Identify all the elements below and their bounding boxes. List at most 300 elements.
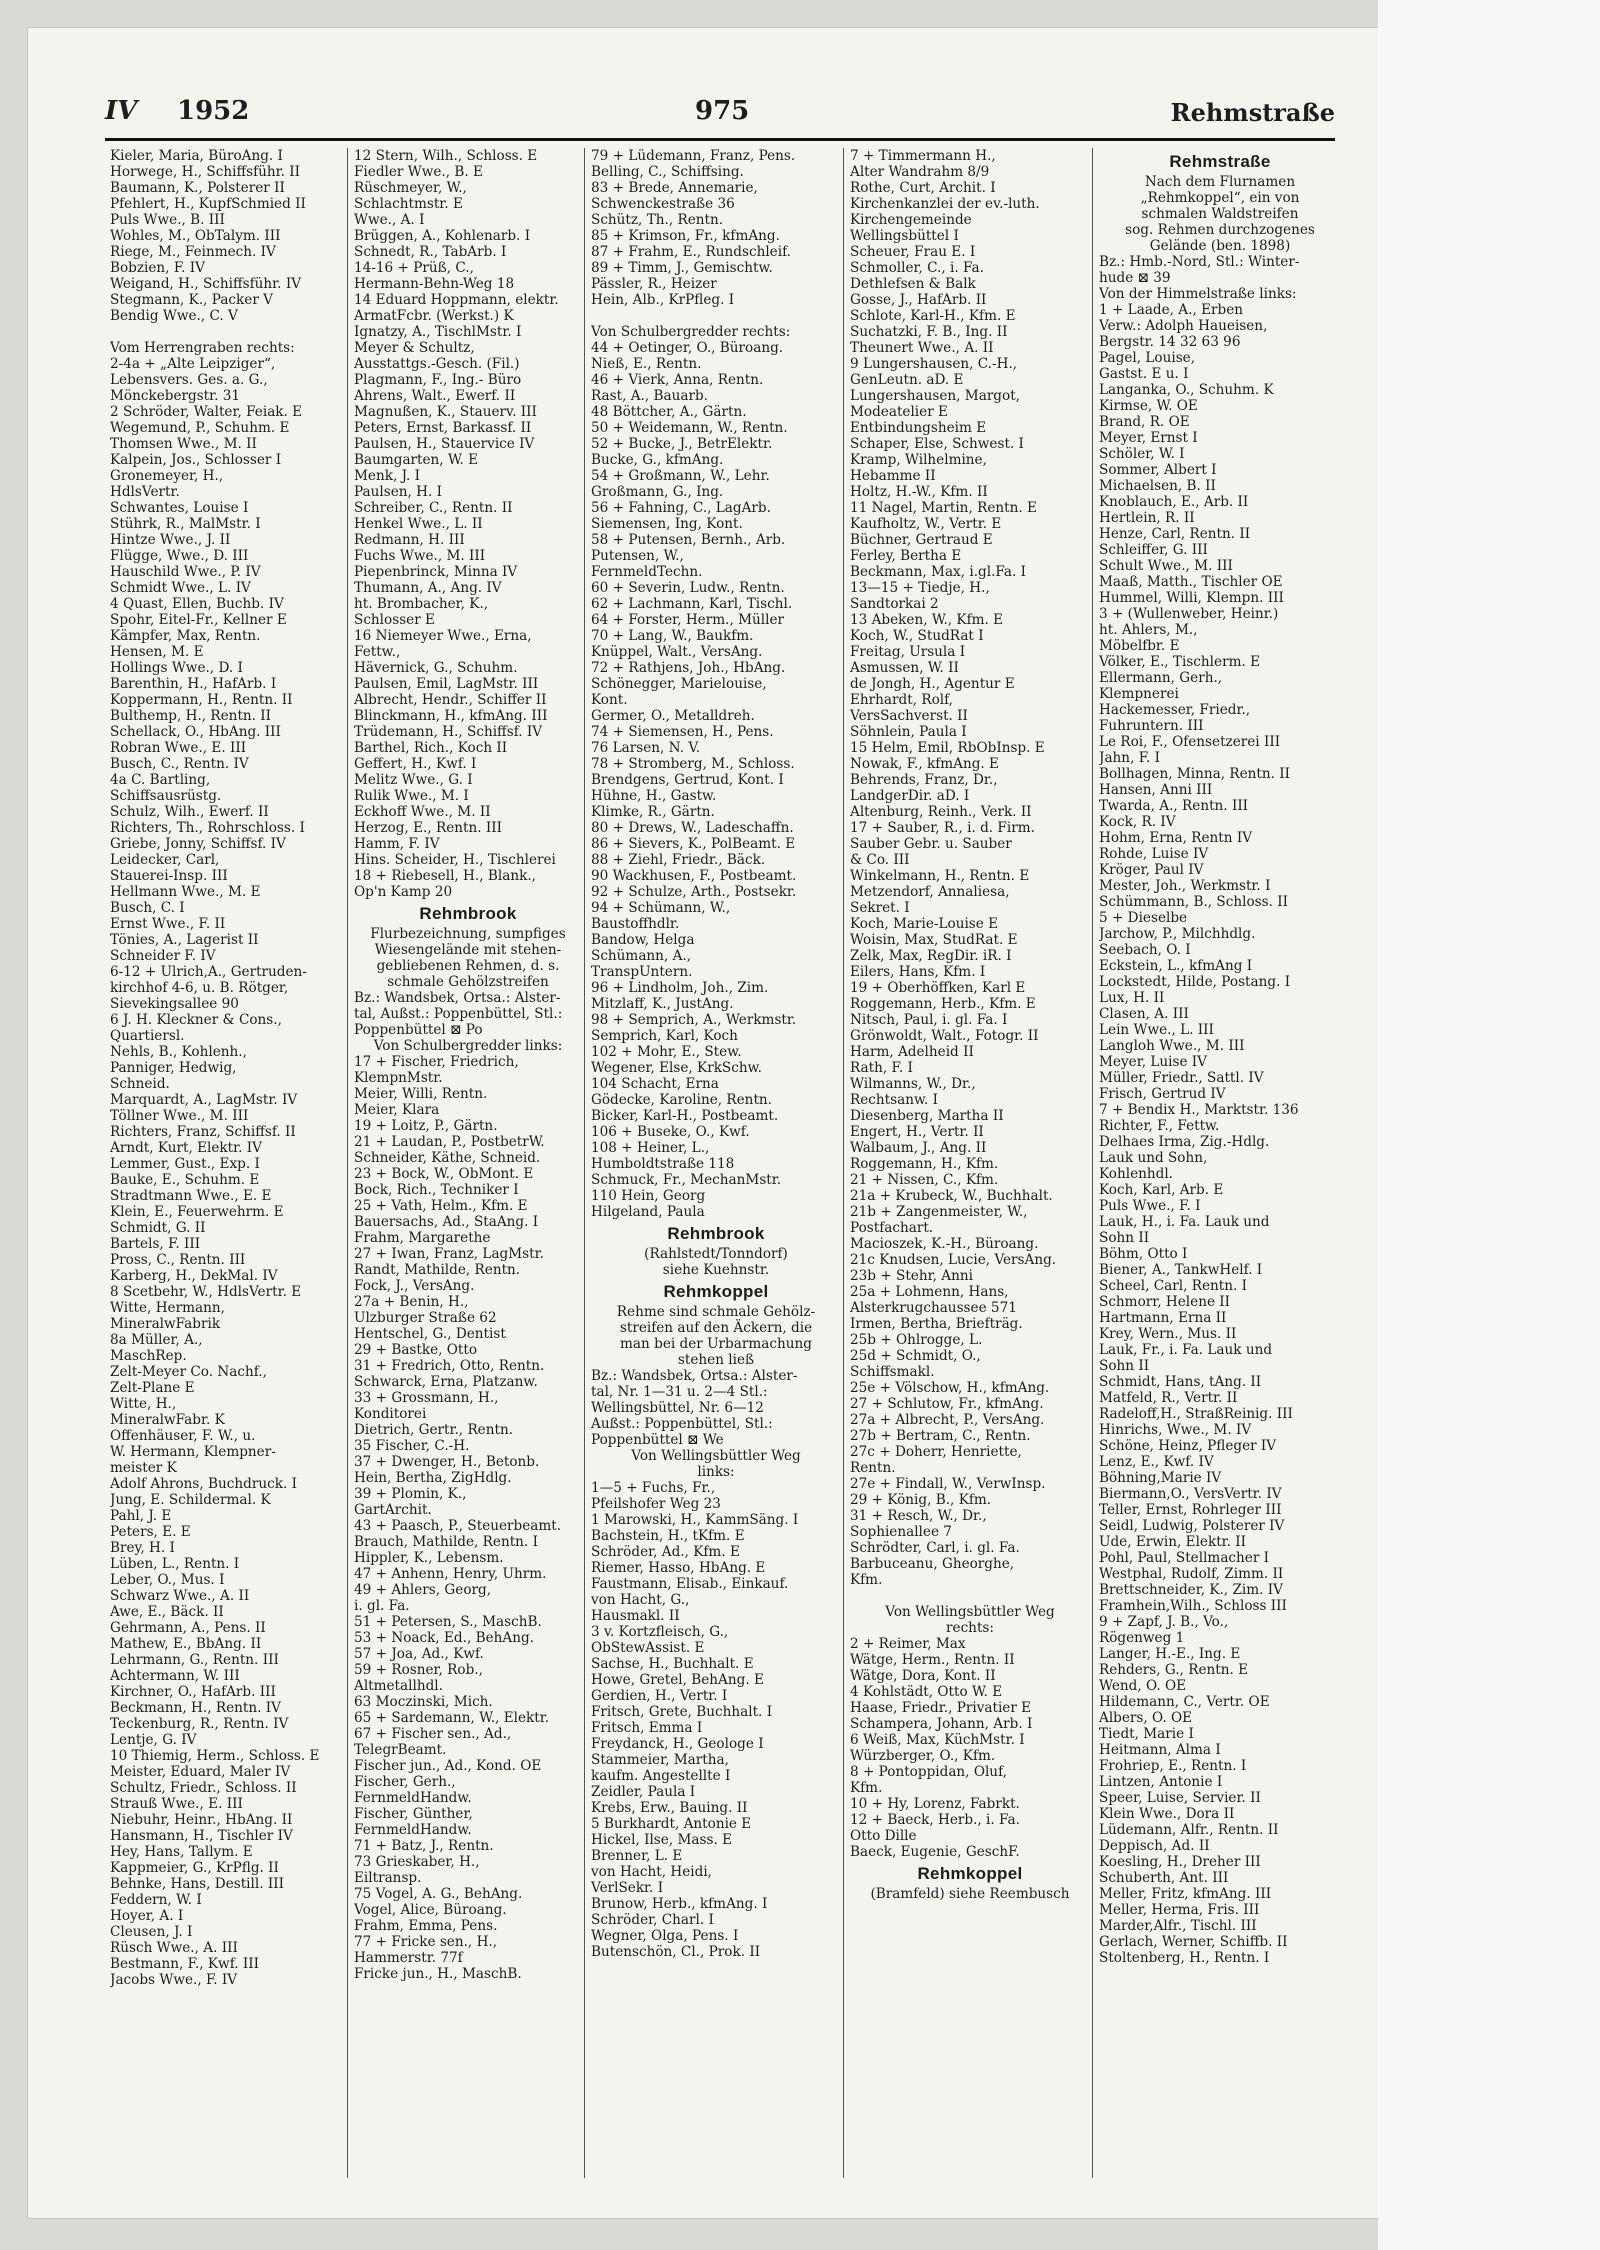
directory-entry: Gronemeyer, H., — [110, 468, 224, 484]
directory-entry: Hollings Wwe., D. I — [110, 660, 243, 676]
directory-entry: MineralwFabr. K — [110, 1412, 225, 1428]
street-note: siehe Kuehnstr. — [662, 1262, 770, 1278]
column-1 — [110, 148, 338, 2178]
directory-entry: Nitsch, Paul, i. gl. Fa. I — [850, 1012, 1008, 1028]
directory-entry: Woisin, Max, StudRat. E — [850, 932, 1018, 948]
directory-entry: Haase, Friedr., Privatier E — [850, 1700, 1032, 1716]
directory-entry: 85 + Krimson, Fr., kfmAng. — [591, 228, 780, 244]
directory-entry: i. gl. Fa. — [354, 1598, 410, 1614]
directory-entry: Pagel, Louise, — [1099, 350, 1196, 366]
directory-entry: ArmatFcbr. (Werkst.) K — [354, 308, 514, 324]
directory-entry: 29 + Bastke, Otto — [354, 1342, 478, 1358]
directory-entry: Ahrens, Walt., Ewerf. II — [354, 388, 516, 404]
directory-entry: Sandtorkai 2 — [850, 596, 939, 612]
directory-entry: 57 + Joa, Ad., Kwf. — [354, 1646, 484, 1662]
directory-entry: Kont. — [591, 692, 628, 708]
directory-entry: Barbuceanu, Gheorghe, — [850, 1556, 1015, 1572]
directory-entry: Westphal, Rudolf, Zimm. II — [1099, 1566, 1284, 1582]
directory-entry: 6 J. H. Kleckner & Cons., — [110, 1012, 282, 1028]
directory-entry: Bz.: Wandsbek, Ortsa.: Alster- — [591, 1368, 798, 1384]
directory-entry: Lüben, L., Rentn. I — [110, 1556, 240, 1572]
directory-entry: Kalpein, Jos., Schlosser I — [110, 452, 282, 468]
directory-entry: Meier, Klara — [354, 1102, 440, 1118]
directory-entry: Brunow, Herb., kfmAng. I — [591, 1896, 768, 1912]
directory-entry: Bz.: Wandsbek, Ortsa.: Alster- — [354, 990, 561, 1006]
directory-entry: Wätge, Herm., Rentn. II — [850, 1652, 1015, 1668]
directory-entry: Klein, E., Feuerwehrm. E — [110, 1204, 284, 1220]
directory-entry: Kirchner, O., HafArb. III — [110, 1684, 276, 1700]
directory-entry: 73 Grieskaber, H., — [354, 1854, 480, 1870]
directory-entry: Adolf Ahrons, Buchdruck. I — [110, 1476, 297, 1492]
directory-entry: Arndt, Kurt, Elektr. IV — [110, 1140, 262, 1156]
directory-entry: Butenschön, Cl., Prok. II — [591, 1944, 761, 1960]
directory-entry: 67 + Fischer sen., Ad., — [354, 1726, 512, 1742]
directory-entry: Kock, R. IV — [1099, 814, 1176, 830]
directory-entry: Geffert, H., Kwf. I — [354, 756, 477, 772]
directory-entry: Biener, A., TankwHelf. I — [1099, 1262, 1263, 1278]
directory-entry: Heitmann, Alma I — [1099, 1742, 1221, 1758]
directory-entry: tal, Außst.: Poppenbüttel, Stl.: — [354, 1006, 563, 1022]
directory-entry: Karberg, H., DekMal. IV — [110, 1268, 278, 1284]
directory-entry: Wätge, Dora, Kont. II — [850, 1668, 996, 1684]
street-note: Von Schulbergredder links: — [373, 1038, 563, 1054]
street-note: streifen auf den Äckern, die — [619, 1320, 813, 1336]
directory-entry: 25d + Schmidt, O., — [850, 1348, 981, 1364]
directory-entry: 21 + Laudan, P., PostbetrW. — [354, 1134, 545, 1150]
directory-entry: 27 + Schlutow, Fr., kfmAng. — [850, 1396, 1044, 1412]
directory-entry: 16 Niemeyer Wwe., Erna, — [354, 628, 532, 644]
directory-entry: Hins. Scheider, H., Tischlerei — [354, 852, 556, 868]
directory-entry: 96 + Lindholm, Joh., Zim. — [591, 980, 769, 996]
directory-entry: 18 + Riebesell, H., Blank., — [354, 868, 536, 884]
page-margin — [1378, 0, 1600, 2250]
directory-entry: Poppenbüttel ⊠ We — [591, 1432, 724, 1448]
directory-entry: Lockstedt, Hilde, Postang. I — [1099, 974, 1291, 990]
directory-entry: Ulzburger Straße 62 — [354, 1310, 497, 1326]
header-rule — [105, 138, 1335, 141]
directory-entry: 27c + Doherr, Henriette, — [850, 1444, 1022, 1460]
directory-entry: Böhning,Marie IV — [1099, 1470, 1222, 1486]
directory-entry: Paulsen, H., Stauervice IV — [354, 436, 535, 452]
directory-entry: Mönckebergstr. 31 — [110, 388, 241, 404]
directory-entry: Hammerstr. 77f — [354, 1950, 463, 1966]
directory-entry: Zelk, Max, RegDir. iR. I — [850, 948, 1012, 964]
running-street-title: Rehmstraße — [1170, 98, 1335, 127]
directory-entry: 83 + Brede, Annemarie, — [591, 180, 758, 196]
directory-entry: Fiedler Wwe., B. E — [354, 164, 483, 180]
directory-entry: Otto Dille — [850, 1828, 917, 1844]
directory-entry: Frisch, Gertrud IV — [1099, 1086, 1226, 1102]
directory-entry: Töllner Wwe., M. III — [110, 1108, 249, 1124]
street-heading: Rehmbrook — [419, 904, 517, 923]
column-5 — [1092, 148, 1341, 2178]
directory-entry: 21b + Zangenmeister, W., — [850, 1204, 1028, 1220]
directory-entry: Schröder, Ad., Kfm. E — [591, 1544, 740, 1560]
directory-entry: tal, Nr. 1—31 u. 2—4 Stl.: — [591, 1384, 768, 1400]
directory-entry: 13 Abeken, W., Kfm. E — [850, 612, 1004, 628]
directory-entry: Beckmann, H., Rentn. IV — [110, 1700, 281, 1716]
directory-entry: FernmeldHandw. — [354, 1822, 472, 1838]
directory-entry: Pfeilshofer Weg 23 — [591, 1496, 721, 1512]
directory-entry: Wegemund, P., Schuhm. E — [110, 420, 290, 436]
directory-entry: Radeloff,H., StraßReinig. III — [1099, 1406, 1293, 1422]
directory-entry: Brand, R. OE — [1099, 414, 1190, 430]
directory-entry: Hein, Bertha, ZigHdlg. — [354, 1470, 512, 1486]
directory-entry: Leidecker, Carl, — [110, 852, 220, 868]
directory-entry: Winkelmann, H., Rentn. E — [850, 868, 1030, 884]
directory-entry: Holtz, H.-W., Kfm. II — [850, 484, 988, 500]
directory-entry: Koch, W., StudRat I — [850, 628, 984, 644]
directory-entry: Altmetallhdl. — [354, 1678, 443, 1694]
directory-entry: Suchatzki, F. B., Ing. II — [850, 324, 1008, 340]
directory-entry: Meyer, Ernst I — [1099, 430, 1198, 446]
directory-entry: Scheel, Carl, Rentn. I — [1099, 1278, 1248, 1294]
directory-entry: Postfachart. — [850, 1220, 934, 1236]
directory-entry: Baeck, Eugenie, GeschF. — [850, 1844, 1020, 1860]
directory-entry: Ude, Erwin, Elektr. II — [1099, 1534, 1247, 1550]
directory-entry: Barthel, Rich., Koch II — [354, 740, 508, 756]
directory-entry: Gastst. E u. I — [1099, 366, 1189, 382]
directory-entry: 21 + Nissen, C., Kfm. — [850, 1172, 999, 1188]
directory-entry: Nieß, E., Rentn. — [591, 356, 702, 372]
directory-entry: Nowak, F., kfmAng. E — [850, 756, 999, 772]
street-note: Rehme sind schmale Gehölz- — [616, 1304, 816, 1320]
directory-entry: 9 + Zapf, J. B., Vo., — [1099, 1614, 1229, 1630]
directory-entry: Hentschel, G., Dentist — [354, 1326, 506, 1342]
directory-entry: Gerdien, H., Vertr. I — [591, 1688, 728, 1704]
directory-entry: Seidl, Ludwig, Polsterer IV — [1099, 1518, 1285, 1534]
directory-entry: 74 + Siemensen, H., Pens. — [591, 724, 774, 740]
directory-entry: 4 Quast, Ellen, Buchb. IV — [110, 596, 284, 612]
directory-entry: Brüggen, A., Kohlenarb. I — [354, 228, 531, 244]
directory-entry: Thumann, A., Ang. IV — [354, 580, 502, 596]
directory-entry: Fischer, Gerh., — [354, 1774, 456, 1790]
directory-entry: 70 + Lang, W., Baukfm. — [591, 628, 754, 644]
directory-entry: Fock, J., VersAng. — [354, 1278, 475, 1294]
directory-entry: 47 + Anhenn, Henry, Uhrm. — [354, 1566, 547, 1582]
directory-entry: 8a Müller, A., — [110, 1332, 203, 1348]
directory-entry: Lein Wwe., L. III — [1099, 1022, 1214, 1038]
directory-entry: Howe, Gretel, BehAng. E — [591, 1672, 764, 1688]
directory-entry: Paulsen, Emil, LagMstr. III — [354, 676, 539, 692]
directory-entry: Fettw., — [354, 644, 401, 660]
directory-entry: 13—15 + Tiedje, H., — [850, 580, 990, 596]
directory-entry: Eiltransp. — [354, 1870, 422, 1886]
directory-entry: GenLeutn. aD. E — [850, 372, 964, 388]
directory-entry: Wwe., A. I — [354, 212, 425, 228]
directory-entry: Rüschmeyer, W., — [354, 180, 467, 196]
directory-entry: Bulthemp, H., Rentn. II — [110, 708, 272, 724]
directory-entry: Außst.: Poppenbüttel, Stl.: — [591, 1416, 773, 1432]
directory-entry: Plagmann, F., Ing.- Büro — [354, 372, 522, 388]
directory-entry: Rothe, Curt, Archit. I — [850, 180, 996, 196]
directory-entry: Schiffsmakl. — [850, 1364, 935, 1380]
directory-entry: Hein, Alb., KrPfleg. I — [591, 292, 735, 308]
directory-entry: Albrecht, Hendr., Schiffer II — [354, 692, 547, 708]
directory-entry: Lemmer, Gust., Exp. I — [110, 1156, 260, 1172]
directory-entry: Schöler, W. I — [1099, 446, 1185, 462]
directory-entry: Redmann, H. III — [354, 532, 465, 548]
directory-entry: Schleiffer, G. III — [1099, 542, 1208, 558]
directory-entry: Hühne, H., Gastw. — [591, 788, 717, 804]
directory-entry: Twarda, A., Rentn. III — [1099, 798, 1249, 814]
directory-entry: 8 + Pontoppidan, Oluf, — [850, 1764, 1007, 1780]
directory-entry: Pahl, J. E — [110, 1508, 172, 1524]
directory-entry: Metzendorf, Annaliesa, — [850, 884, 1010, 900]
directory-entry: Hickel, Ilse, Mass. E — [591, 1832, 733, 1848]
directory-entry: 10 + Hy, Lorenz, Fabrkt. — [850, 1796, 1020, 1812]
directory-entry: Weigand, H., Schiffsführ. IV — [110, 276, 302, 292]
directory-entry: 48 Böttcher, A., Gärtn. — [591, 404, 747, 420]
directory-entry: Ferley, Bertha E — [850, 548, 962, 564]
directory-entry: Schnedt, R., TabArb. I — [354, 244, 507, 260]
directory-entry: Völker, E., Tischlerm. E — [1099, 654, 1261, 670]
directory-entry: Krey, Wern., Mus. II — [1099, 1326, 1237, 1342]
directory-entry: Schneid. — [110, 1076, 170, 1092]
directory-entry: Richter, F., Fettw. — [1099, 1118, 1220, 1134]
directory-entry: Hauschild Wwe., P. IV — [110, 564, 261, 580]
directory-entry: Gödecke, Karoline, Rentn. — [591, 1092, 772, 1108]
directory-entry: Meyer, Luise IV — [1099, 1054, 1207, 1070]
directory-entry: Krebs, Erw., Bauing. II — [591, 1800, 748, 1816]
directory-entry: 5 + Dieselbe — [1099, 910, 1188, 926]
directory-entry: Sachse, H., Buchhalt. E — [591, 1656, 754, 1672]
directory-entry: 110 Hein, Georg — [591, 1188, 706, 1204]
directory-entry: Siemensen, Ing, Kont. — [591, 516, 743, 532]
directory-entry: Langanka, O., Schuhm. K — [1099, 382, 1274, 398]
directory-entry: Gehrmann, A., Pens. II — [110, 1620, 266, 1636]
directory-entry: Teller, Ernst, Rohrleger III — [1099, 1502, 1282, 1518]
street-heading: Rehmkoppel — [663, 1282, 769, 1301]
directory-entry: Sommer, Albert I — [1099, 462, 1217, 478]
directory-entry: Schrödter, Carl, i. gl. Fa. — [850, 1540, 1020, 1556]
directory-entry: Bauersachs, Ad., StaAng. I — [354, 1214, 539, 1230]
directory-entry: Koesling, H., Dreher III — [1099, 1854, 1261, 1870]
directory-entry: Mathew, E., BbAng. II — [110, 1636, 262, 1652]
directory-entry: 14 Eduard Hoppmann, elektr. — [354, 292, 559, 308]
directory-entry: Zeidler, Paula I — [591, 1784, 696, 1800]
directory-entry: Menk, J. I — [354, 468, 421, 484]
directory-entry: 90 Wackhusen, F., Postbeamt. — [591, 868, 797, 884]
directory-entry: ht. Ahlers, M., — [1099, 622, 1198, 638]
directory-entry: Tiedt, Marie I — [1099, 1726, 1194, 1742]
directory-entry: 77 + Fricke sen., H., — [354, 1934, 498, 1950]
directory-entry: 78 + Stromberg, M., Schloss. — [591, 756, 795, 772]
directory-entry: Busch, C., Rentn. IV — [110, 756, 249, 772]
directory-entry: Dietrich, Gertr., Rentn. — [354, 1422, 514, 1438]
directory-entry: Marder,Alfr., Tischl. III — [1099, 1918, 1257, 1934]
directory-entry: Schneider, Käthe, Schneid. — [354, 1150, 541, 1166]
directory-entry: Schuberth, Ant. III — [1099, 1870, 1229, 1886]
directory-entry: 72 + Rathjens, Joh., HbAng. — [591, 660, 786, 676]
directory-entry: Bock, Rich., Techniker I — [354, 1182, 519, 1198]
directory-entry: Büchner, Gertraud E — [850, 532, 993, 548]
street-note: Wiesengelände mit stehen- — [374, 942, 562, 958]
directory-entry: Stegmann, K., Packer V — [110, 292, 273, 308]
directory-entry: Hinrichs, Wwe., M. IV — [1099, 1422, 1252, 1438]
directory-entry: 19 + Loitz, P., Gärtn. — [354, 1118, 498, 1134]
directory-entry: Sohn II — [1099, 1358, 1150, 1374]
directory-entry: Von der Himmelstraße links: — [1099, 286, 1297, 302]
directory-entry: Faustmann, Elisab., Einkauf. — [591, 1576, 789, 1592]
directory-entry: 92 + Schulze, Arth., Postsekr. — [591, 884, 797, 900]
directory-entry: Hebamme II — [850, 468, 936, 484]
directory-entry: Puls Wwe., F. I — [1099, 1198, 1201, 1214]
page-number: 975 — [695, 96, 750, 126]
directory-entry: Kirchengemeinde — [850, 212, 972, 228]
directory-entry: 25 + Vath, Helm., Kfm. E — [354, 1198, 528, 1214]
directory-entry: 27a + Benin, H., — [354, 1294, 469, 1310]
directory-entry: 33 + Grossmann, H., — [354, 1390, 499, 1406]
directory-entry: 10 Thiemig, Herm., Schloss. E — [110, 1748, 320, 1764]
directory-entry: Hummel, Willi, Klempn. III — [1099, 590, 1284, 606]
directory-entry: Modeatelier E — [850, 404, 948, 420]
directory-entry: Engert, H., Vertr. II — [850, 1124, 984, 1140]
directory-entry: Schümmann, B., Schloss. II — [1099, 894, 1288, 910]
directory-entry: Lüdemann, Alfr., Rentn. II — [1099, 1822, 1279, 1838]
directory-entry: Koch, Marie-Louise E — [850, 916, 999, 932]
directory-entry: Hartmann, Erna II — [1099, 1310, 1227, 1326]
directory-entry — [850, 1588, 1090, 1604]
directory-entry: Ignatzy, A., TischlMstr. I — [354, 324, 522, 340]
street-note: rechts: — [946, 1620, 994, 1636]
directory-entry: Schulz, Wilh., Ewerf. II — [110, 804, 269, 820]
directory-entry: Sekret. I — [850, 900, 910, 916]
directory-entry: Von Schulbergredder rechts: — [591, 324, 791, 340]
directory-entry: Scheuer, Frau E. I — [850, 244, 976, 260]
column-2 — [347, 148, 582, 2178]
directory-entry: Schwantes, Louise I — [110, 500, 249, 516]
directory-entry: Rüsch Wwe., A. III — [110, 1940, 238, 1956]
directory-entry: Wellingsbüttel, Nr. 6—12 — [591, 1400, 764, 1416]
directory-entry: 2 + Reimer, Max — [850, 1636, 966, 1652]
directory-entry: Rögenweg 1 — [1099, 1630, 1185, 1646]
directory-entry: 53 + Noack, Ed., BehAng. — [354, 1630, 534, 1646]
directory-entry: 56 + Fahning, C., LagArb. — [591, 500, 771, 516]
directory-entry: Klein Wwe., Dora II — [1099, 1806, 1235, 1822]
directory-entry: Pfehlert, H., KupfSchmied II — [110, 196, 306, 212]
directory-entry: Sohn II — [1099, 1230, 1150, 1246]
directory-entry: Schultz, Friedr., Schloss. II — [110, 1780, 297, 1796]
directory-entry: Lux, H. II — [1099, 990, 1165, 1006]
directory-entry: 94 + Schümann, W., — [591, 900, 731, 916]
directory-entry: 4 Kohlstädt, Otto W. E — [850, 1684, 1003, 1700]
directory-entry: 9 Lungershausen, C.-H., — [850, 356, 1018, 372]
directory-entry: Flügge, Wwe., D. III — [110, 548, 249, 564]
directory-entry: Bobzien, F. IV — [110, 260, 205, 276]
directory-entry: Frohriep, E., Rentn. I — [1099, 1758, 1247, 1774]
directory-entry: Lungershausen, Margot, — [850, 388, 1020, 404]
directory-entry: de Jongh, H., Agentur E — [850, 676, 1015, 692]
directory-entry: 3 + (Wullenweber, Heinr.) — [1099, 606, 1279, 622]
directory-entry: Schellack, O., HbAng. III — [110, 724, 281, 740]
directory-entry: Hey, Hans, Tallym. E — [110, 1844, 253, 1860]
directory-entry: Hansmann, H., Tischler IV — [110, 1828, 293, 1844]
directory-entry: Magnußen, K., Stauerv. III — [354, 404, 537, 420]
directory-entry: Thomsen Wwe., M. II — [110, 436, 257, 452]
directory-entry: Randt, Mathilde, Rentn. — [354, 1262, 521, 1278]
directory-entry: Verw.: Adolph Haueisen, — [1099, 318, 1268, 334]
directory-entry: Henkel Wwe., L. II — [354, 516, 483, 532]
directory-entry: 86 + Sievers, K., PolBeamt. E — [591, 836, 796, 852]
directory-entry: Fritsch, Emma I — [591, 1720, 703, 1736]
directory-entry: Sauber Gebr. u. Sauber — [850, 836, 1012, 852]
directory-entry: 27e + Findall, W., VerwInsp. — [850, 1476, 1046, 1492]
directory-entry: Kfm. — [850, 1780, 883, 1796]
directory-entry: Semprich, Karl, Koch — [591, 1028, 738, 1044]
directory-entry: 6-12 + Ulrich,A., Gertruden- — [110, 964, 307, 980]
directory-entry: Wegener, Else, KrkSchw. — [591, 1060, 762, 1076]
directory-entry: Brenner, L. E — [591, 1848, 683, 1864]
directory-entry: Schümann, A., — [591, 948, 692, 964]
directory-entry: 25b + Ohlrogge, L. — [850, 1332, 983, 1348]
directory-entry: 21a + Krubeck, W., Buchhalt. — [850, 1188, 1053, 1204]
directory-entry: Gosse, J., HafArb. II — [850, 292, 987, 308]
directory-entry: 65 + Sardemann, W., Elektr. — [354, 1710, 550, 1726]
directory-entry: Schneider F. IV — [110, 948, 216, 964]
directory-entry: Kröger, Paul IV — [1099, 862, 1204, 878]
directory-entry: hude ⊠ 39 — [1099, 270, 1171, 286]
directory-entry: 5 Burkhardt, Antonie E — [591, 1816, 752, 1832]
directory-entry: 1 Marowski, H., KammSäng. I — [591, 1512, 799, 1528]
directory-entry: Rentn. — [850, 1460, 896, 1476]
directory-entry: Schlosser E — [354, 612, 435, 628]
directory-entry: Schütz, Th., Rentn. — [591, 212, 724, 228]
directory-entry: Sophienallee 7 — [850, 1524, 952, 1540]
directory-entry: von Hacht, G., — [591, 1592, 690, 1608]
directory-entry: Lauk, H., i. Fa. Lauk und — [1099, 1214, 1270, 1230]
directory-entry: 102 + Mohr, E., Stew. — [591, 1044, 742, 1060]
directory-entry: Tönies, A., Lagerist II — [110, 932, 259, 948]
directory-entry: 1—5 + Fuchs, Fr., — [591, 1480, 716, 1496]
directory-entry: Fritsch, Grete, Buchhalt. I — [591, 1704, 773, 1720]
directory-entry: Meister, Eduard, Maler IV — [110, 1764, 291, 1780]
directory-entry: Ernst Wwe., F. II — [110, 916, 226, 932]
directory-entry: Horwege, H., Schiffsführ. II — [110, 164, 301, 180]
directory-entry: Feddern, W. I — [110, 1892, 202, 1908]
street-heading: Rehmstraße — [1169, 152, 1271, 171]
directory-entry: Wend, O. OE — [1099, 1678, 1187, 1694]
directory-entry: Schult Wwe., M. III — [1099, 558, 1233, 574]
directory-entry: Offenhäuser, F. W., u. — [110, 1428, 256, 1444]
directory-entry: Schönegger, Marielouise, — [591, 676, 767, 692]
directory-entry: Wohles, M., ObTalym. III — [110, 228, 281, 244]
directory-entry: Macioszek, K.-H., Büroang. — [850, 1236, 1039, 1252]
directory-entry: kaufm. Angestellte I — [591, 1768, 731, 1784]
directory-entry: Lebensvers. Ges. a. G., — [110, 372, 268, 388]
directory-entry: LandgerDir. aD. I — [850, 788, 970, 804]
directory-entry: 27a + Albrecht, P., VersAng. — [850, 1412, 1045, 1428]
directory-entry: 8 Scetbehr, W., HdlsVertr. E — [110, 1284, 302, 1300]
directory-entry: Pross, C., Rentn. III — [110, 1252, 246, 1268]
directory-entry: Schmidt, Hans, tAng. II — [1099, 1374, 1262, 1390]
directory-entry: Hävernick, G., Schuhm. — [354, 660, 518, 676]
directory-entry: 63 Moczinski, Mich. — [354, 1694, 493, 1710]
directory-entry: 46 + Vierk, Anna, Rentn. — [591, 372, 764, 388]
directory-entry: GartArchit. — [354, 1502, 432, 1518]
directory-entry: Müller, Friedr., Sattl. IV — [1099, 1070, 1264, 1086]
directory-entry: Quartiersl. — [110, 1028, 185, 1044]
directory-entry: 2 Schröder, Walter, Feiak. E — [110, 404, 303, 420]
directory-entry: 62 + Lachmann, Karl, Tischl. — [591, 596, 793, 612]
directory-entry: Kohlenhdl. — [1099, 1166, 1174, 1182]
directory-entry: Le Roi, F., Ofensetzerei III — [1099, 734, 1281, 750]
directory-entry: Panniger, Hedwig, — [110, 1060, 237, 1076]
directory-entry: Vogel, Alice, Büroang. — [354, 1902, 507, 1918]
directory-entry: Hellmann Wwe., M. E — [110, 884, 261, 900]
directory-entry: Kramp, Wilhelmine, — [850, 452, 987, 468]
directory-entry: Roggemann, Herb., Kfm. E — [850, 996, 1036, 1012]
